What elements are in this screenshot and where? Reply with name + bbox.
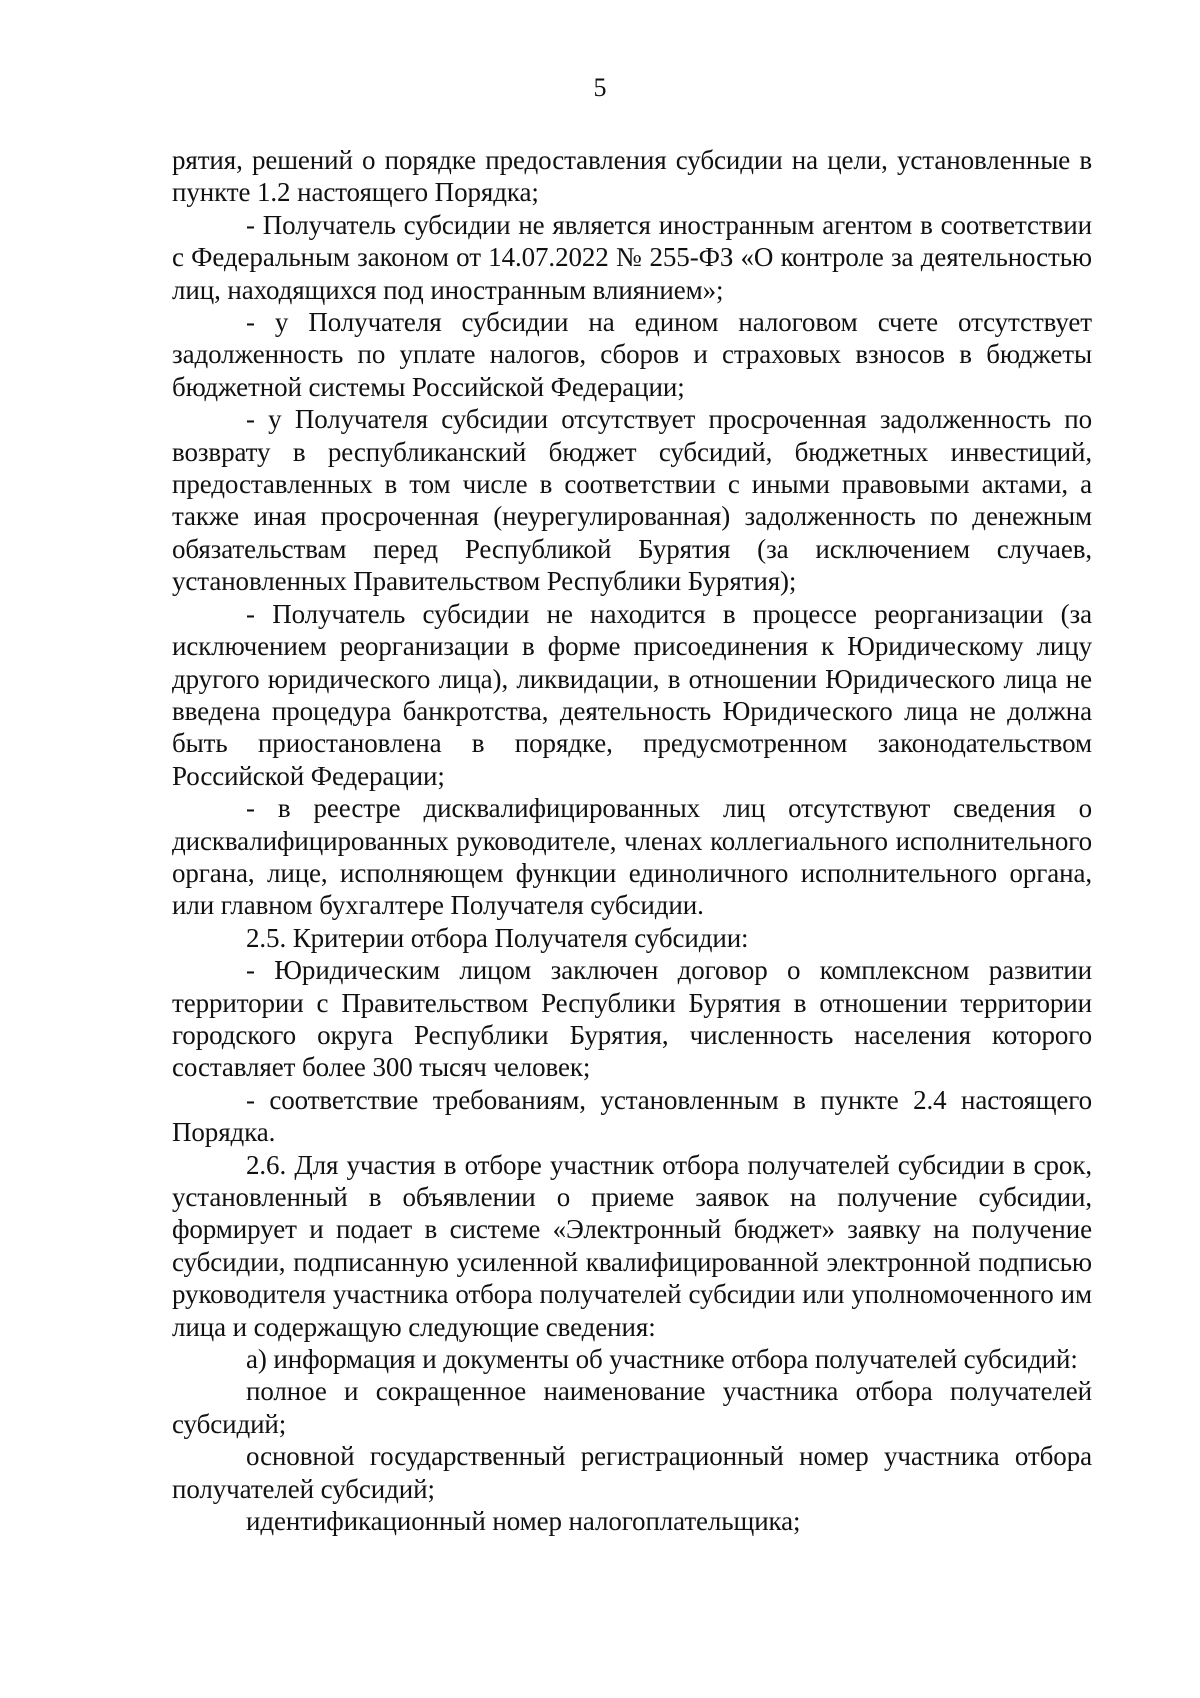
paragraph-participant-info: а) информация и документы об участнике отбора получателей субсидий: xyxy=(246,1344,1078,1375)
paragraph-disqualified-registry: - в реестре дисквалифицированных лиц отсутствуют сведения о дисквалифицированных руководителе, членах коллегиального исполнительного органа, лице, исполняющем функции единоличного исполнительного органа, или главном бухгалтере Получателя субсидии. xyxy=(172,793,1092,921)
page-number: 5 xyxy=(593,73,607,102)
paragraph-continuation: рятия, решений о порядке предоставления субсидии на цели, установленные в пункте 1.2 настоящего Порядка; xyxy=(172,145,1092,208)
paragraph-section-2-6: 2.6. Для участия в отборе участник отбора получателей субсидии в срок, установленный в объявлении о приеме заявок на получение субсидии, формирует и подает в системе «Электронный бюджет» заявку на получение субсидии, подписанную усиленной квалифицированной электронной подписью руководителя участника отбора получателей субсидии или уполномоченного им лица и содержащую следующие сведения: xyxy=(172,1149,1092,1342)
paragraph-reorganization: - Получатель субсидии не находится в процессе реорганизации (за исключением реорганизации в форме присоединения к Юридическому лицу другого юридического лица), ликвидации, в отношении Юридического лица не введена процедура банкротства, деятельность Юридического лица не должна быть приостановлена в порядке, предусмотренном законодательством Российской Федерации; xyxy=(172,598,1092,791)
paragraph-overdue-debt: - у Получателя субсидии отсутствует просроченная задолженность по возврату в республиканский бюджет субсидий, бюджетных инвестиций, предоставленных в том числе в соответствии с иными правовыми актами, а также иная просроченная (неурегулированная) задолженность по денежным обязательствам перед Республикой Бурятия (за исключением случаев, установленных Правительством Республики Бурятия); xyxy=(172,404,1092,597)
paragraph-participant-name: полное и сокращенное наименование участника отбора получателей субсидий; xyxy=(172,1376,1092,1439)
paragraph-ogrn: основной государственный регистрационный номер участника отбора получателей субсидий; xyxy=(172,1441,1092,1504)
paragraph-tax-debt: - у Получателя субсидии на едином налоговом счете отсутствует задолженность по уплате налогов, сборов и страховых взносов в бюджеты бюджетной системы Российской Федерации; xyxy=(172,307,1092,402)
paragraph-requirements-compliance: - соответствие требованиям, установленным в пункте 2.4 настоящего Порядка. xyxy=(172,1084,1092,1148)
document-body xyxy=(172,144,1092,1537)
paragraph-foreign-agent: - Получатель субсидии не является иностранным агентом в соответствии с Федеральным законом от 14.07.2022 № 255-ФЗ «О контроле за деятельностью лиц, находящихся под иностранным влиянием»; xyxy=(172,209,1092,305)
paragraph-development-agreement: - Юридическим лицом заключен договор о комплексном развитии территории с Правительством Республики Бурятия в отношении территории городского округа Республики Бурятия, численность населения которого составляет более 300 тысяч человек; xyxy=(172,955,1092,1083)
paragraph-section-2-5: 2.5. Критерии отбора Получателя субсидии: xyxy=(246,922,749,953)
paragraph-inn: идентификационный номер налогоплательщика; xyxy=(246,1506,801,1537)
